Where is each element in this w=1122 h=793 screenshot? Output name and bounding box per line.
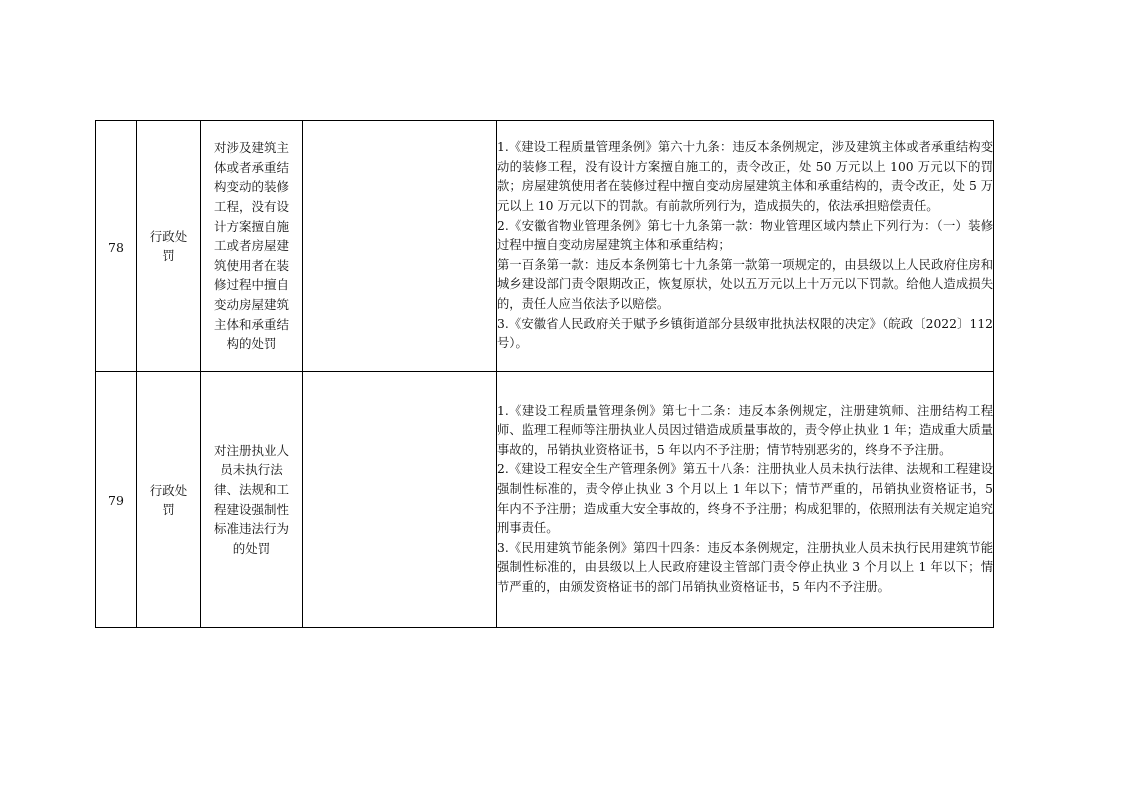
category-cell xyxy=(137,121,201,372)
row-number: 79 xyxy=(108,493,124,508)
category-text: 行政处罚 xyxy=(149,229,188,263)
table-row xyxy=(96,372,994,628)
legal-basis-paragraph: 3.《民用建筑节能条例》第四十四条：违反本条例规定，注册执业人员未执行民用建筑节能强制性标准的，由县级以上人民政府建设主管部门责令停止执业 3 个月以上 1 年以下；情节严重的，由颁发资格证书的部门吊销执业资格证书，5 年内不予注册。 xyxy=(497,540,993,594)
row-number-cell xyxy=(96,372,137,628)
legal-basis-paragraph: 2.《安徽省物业管理条例》第七十九条第一款：物业管理区域内禁止下列行为：（一）装修过程中擅自变动房屋建筑主体和承重结构； xyxy=(497,218,993,253)
item-name-text: 对注册执业人员未执行法律、法规和工程建设强制性标准违法行为的处罚 xyxy=(213,442,289,556)
legal-basis-paragraph: 第一百条第一款：违反本条例第七十九条第一款第一项规定的，由县级以上人民政府住房和城乡建设部门责令限期改正，恢复原状，处以五万元以上十万元以下罚款。给他人造成损失的，责任人应当依法予以赔偿。 xyxy=(497,257,993,311)
legal-basis-paragraph: 2.《建设工程安全生产管理条例》第五十八条：注册执业人员未执行法律、法规和工程建设强制性标准的，责令停止执业 3 个月以上 1 年以下；情节严重的，吊销执业资格证书，5 年内不予注册；造成重大安全事故的，终身不予注册；构成犯罪的，依照刑法有关规定追究刑事责任。 xyxy=(497,462,993,536)
item-name-cell xyxy=(201,121,303,372)
item-name-text: 对涉及建筑主体或者承重结构变动的装修工程，没有设计方案擅自施工或者房屋建筑使用者在装修过程中擅自变动房屋建筑主体和承重结构的处罚 xyxy=(213,140,289,352)
legal-basis-paragraph: 3.《安徽省人民政府关于赋予乡镇街道部分县级审批执法权限的决定》（皖政〔2022〕112 号）。 xyxy=(497,316,993,351)
table-row xyxy=(96,121,994,372)
legal-basis-cell xyxy=(497,121,994,372)
empty-cell xyxy=(303,121,497,372)
legal-basis-cell xyxy=(497,372,994,628)
category-text: 行政处罚 xyxy=(149,482,188,517)
row-number-cell xyxy=(96,121,137,372)
legal-basis-paragraph: 1.《建设工程质量管理条例》第六十九条：违反本条例规定，涉及建筑主体或者承重结构变动的装修工程，没有设计方案擅自施工的，责令改正，处 50 万元以上 100 万元以下的罚款；房屋建筑使用者在装修过程中擅自变动房屋建筑主体和承重结构的，责令改正，处 5 万元以上 10 万元以下的罚款。有前款所列行为，造成损失的，依法承担赔偿责任。 xyxy=(497,140,993,214)
category-cell xyxy=(137,372,201,628)
item-name-cell xyxy=(201,372,303,628)
legal-basis-paragraph: 1.《建设工程质量管理条例》第七十二条：违反本条例规定，注册建筑师、注册结构工程师、监理工程师等注册执业人员因过错造成质量事故的，责令停止执业 1 年；造成重大质量事故的，吊销执业资格证书，5 年以内不予注册；情节特别恶劣的，终身不予注册。 xyxy=(497,403,993,457)
penalty-table xyxy=(95,120,994,628)
row-number: 78 xyxy=(108,239,124,255)
empty-cell xyxy=(303,372,497,628)
